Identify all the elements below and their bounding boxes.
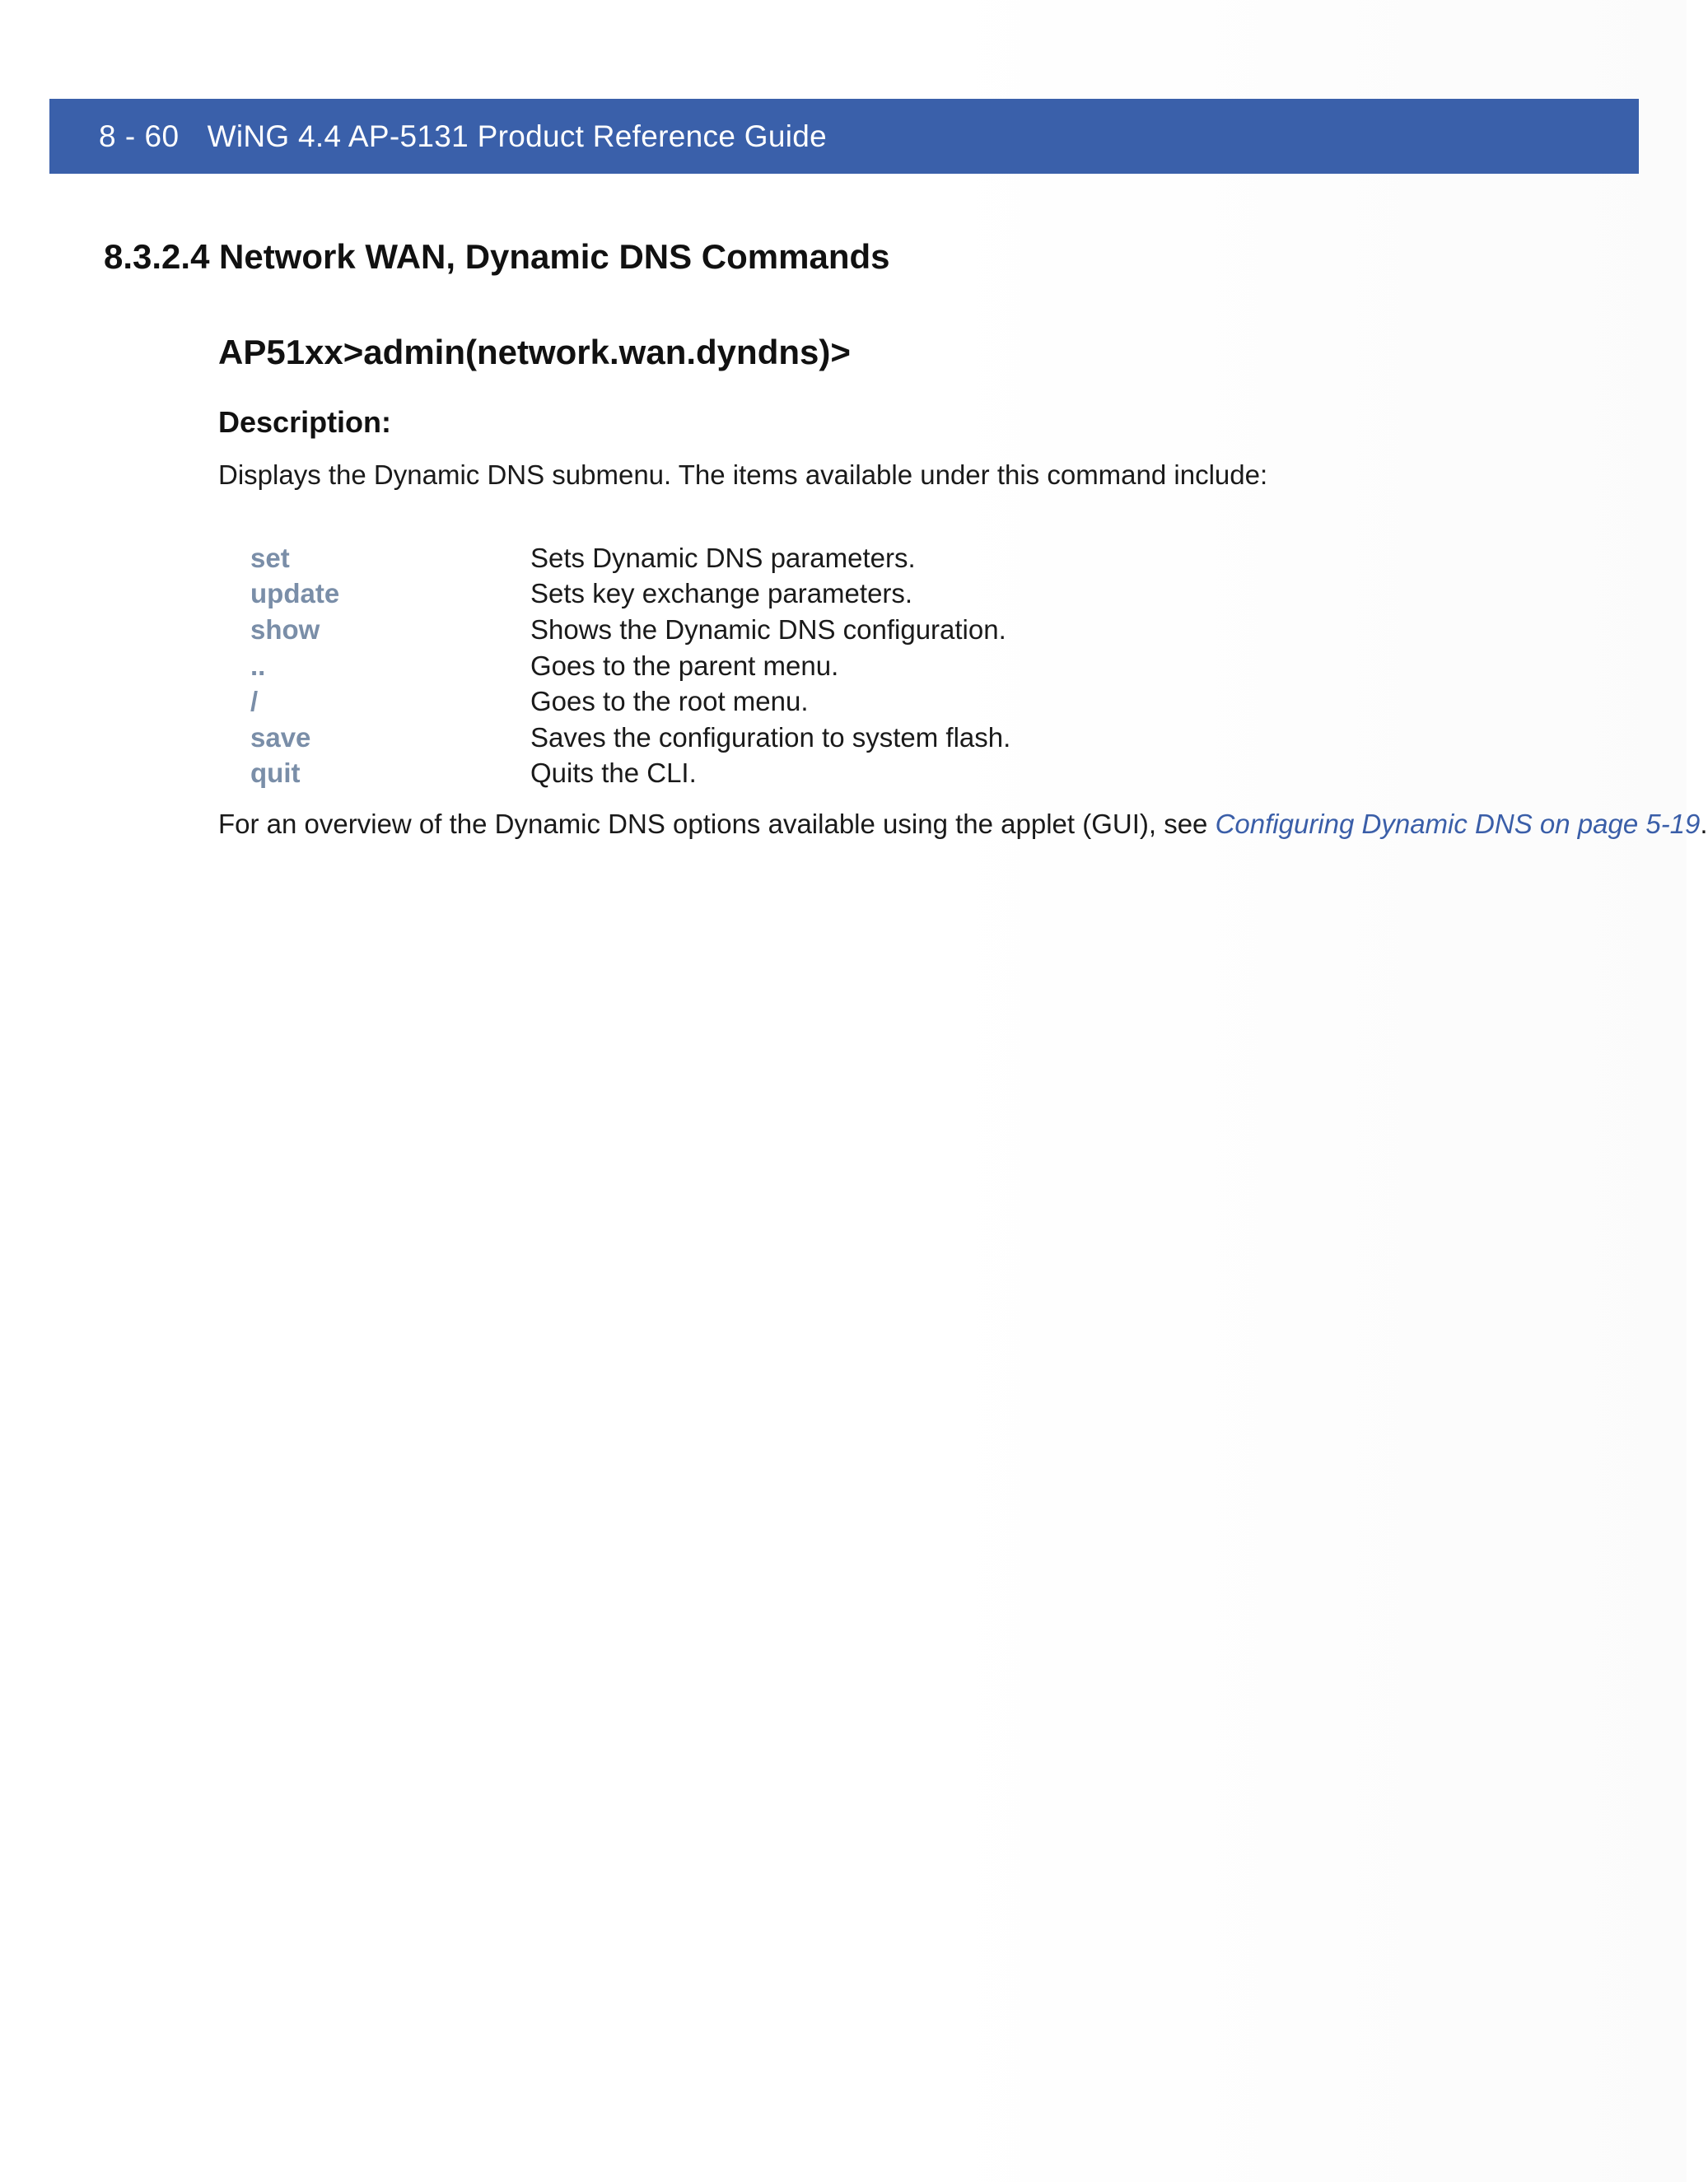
command-name-show: show bbox=[250, 613, 320, 645]
command-description: Saves the configuration to system flash. bbox=[530, 721, 1011, 753]
command-description: Goes to the parent menu. bbox=[530, 650, 839, 681]
command-name-root: / bbox=[250, 686, 259, 717]
command-row bbox=[250, 612, 1010, 648]
command-row bbox=[250, 683, 1010, 720]
command-row bbox=[250, 756, 1010, 792]
description-label: Description: bbox=[218, 405, 392, 439]
description-text: Displays the Dynamic DNS submenu. The items available under this command include: bbox=[218, 459, 1268, 490]
command-prompt: AP51xx>admin(network.wan.dyndns)> bbox=[218, 333, 851, 371]
page-number: 8 - 60 bbox=[99, 119, 180, 153]
command-name-save: save bbox=[250, 721, 311, 753]
guide-title: WiNG 4.4 AP-5131 Product Reference Guide bbox=[207, 119, 828, 153]
section-number: 8.3.2.4 bbox=[104, 237, 210, 276]
overview-text-end: . bbox=[1700, 809, 1708, 839]
overview-paragraph bbox=[218, 809, 1708, 840]
command-name-quit: quit bbox=[250, 758, 301, 789]
command-name-parent: .. bbox=[250, 650, 266, 681]
section-title: Network WAN, Dynamic DNS Commands bbox=[219, 237, 890, 276]
command-table bbox=[250, 540, 1010, 791]
command-description: Goes to the root menu. bbox=[530, 686, 809, 717]
command-name-update: update bbox=[250, 578, 340, 609]
page-header-bar bbox=[49, 99, 1639, 174]
cross-reference-link[interactable]: Configuring Dynamic DNS on page 5-19 bbox=[1215, 809, 1701, 839]
command-row bbox=[250, 648, 1010, 684]
command-description: Sets key exchange parameters. bbox=[530, 578, 913, 609]
command-row bbox=[250, 720, 1010, 756]
command-description: Quits the CLI. bbox=[530, 758, 697, 789]
command-row bbox=[250, 576, 1010, 613]
command-row bbox=[250, 540, 1010, 576]
command-description: Sets Dynamic DNS parameters. bbox=[530, 542, 916, 573]
command-name-set: set bbox=[250, 542, 290, 573]
overview-text: For an overview of the Dynamic DNS options available using the applet (GUI), see bbox=[218, 809, 1216, 839]
section-heading bbox=[104, 237, 890, 277]
command-description: Shows the Dynamic DNS configuration. bbox=[530, 613, 1006, 645]
